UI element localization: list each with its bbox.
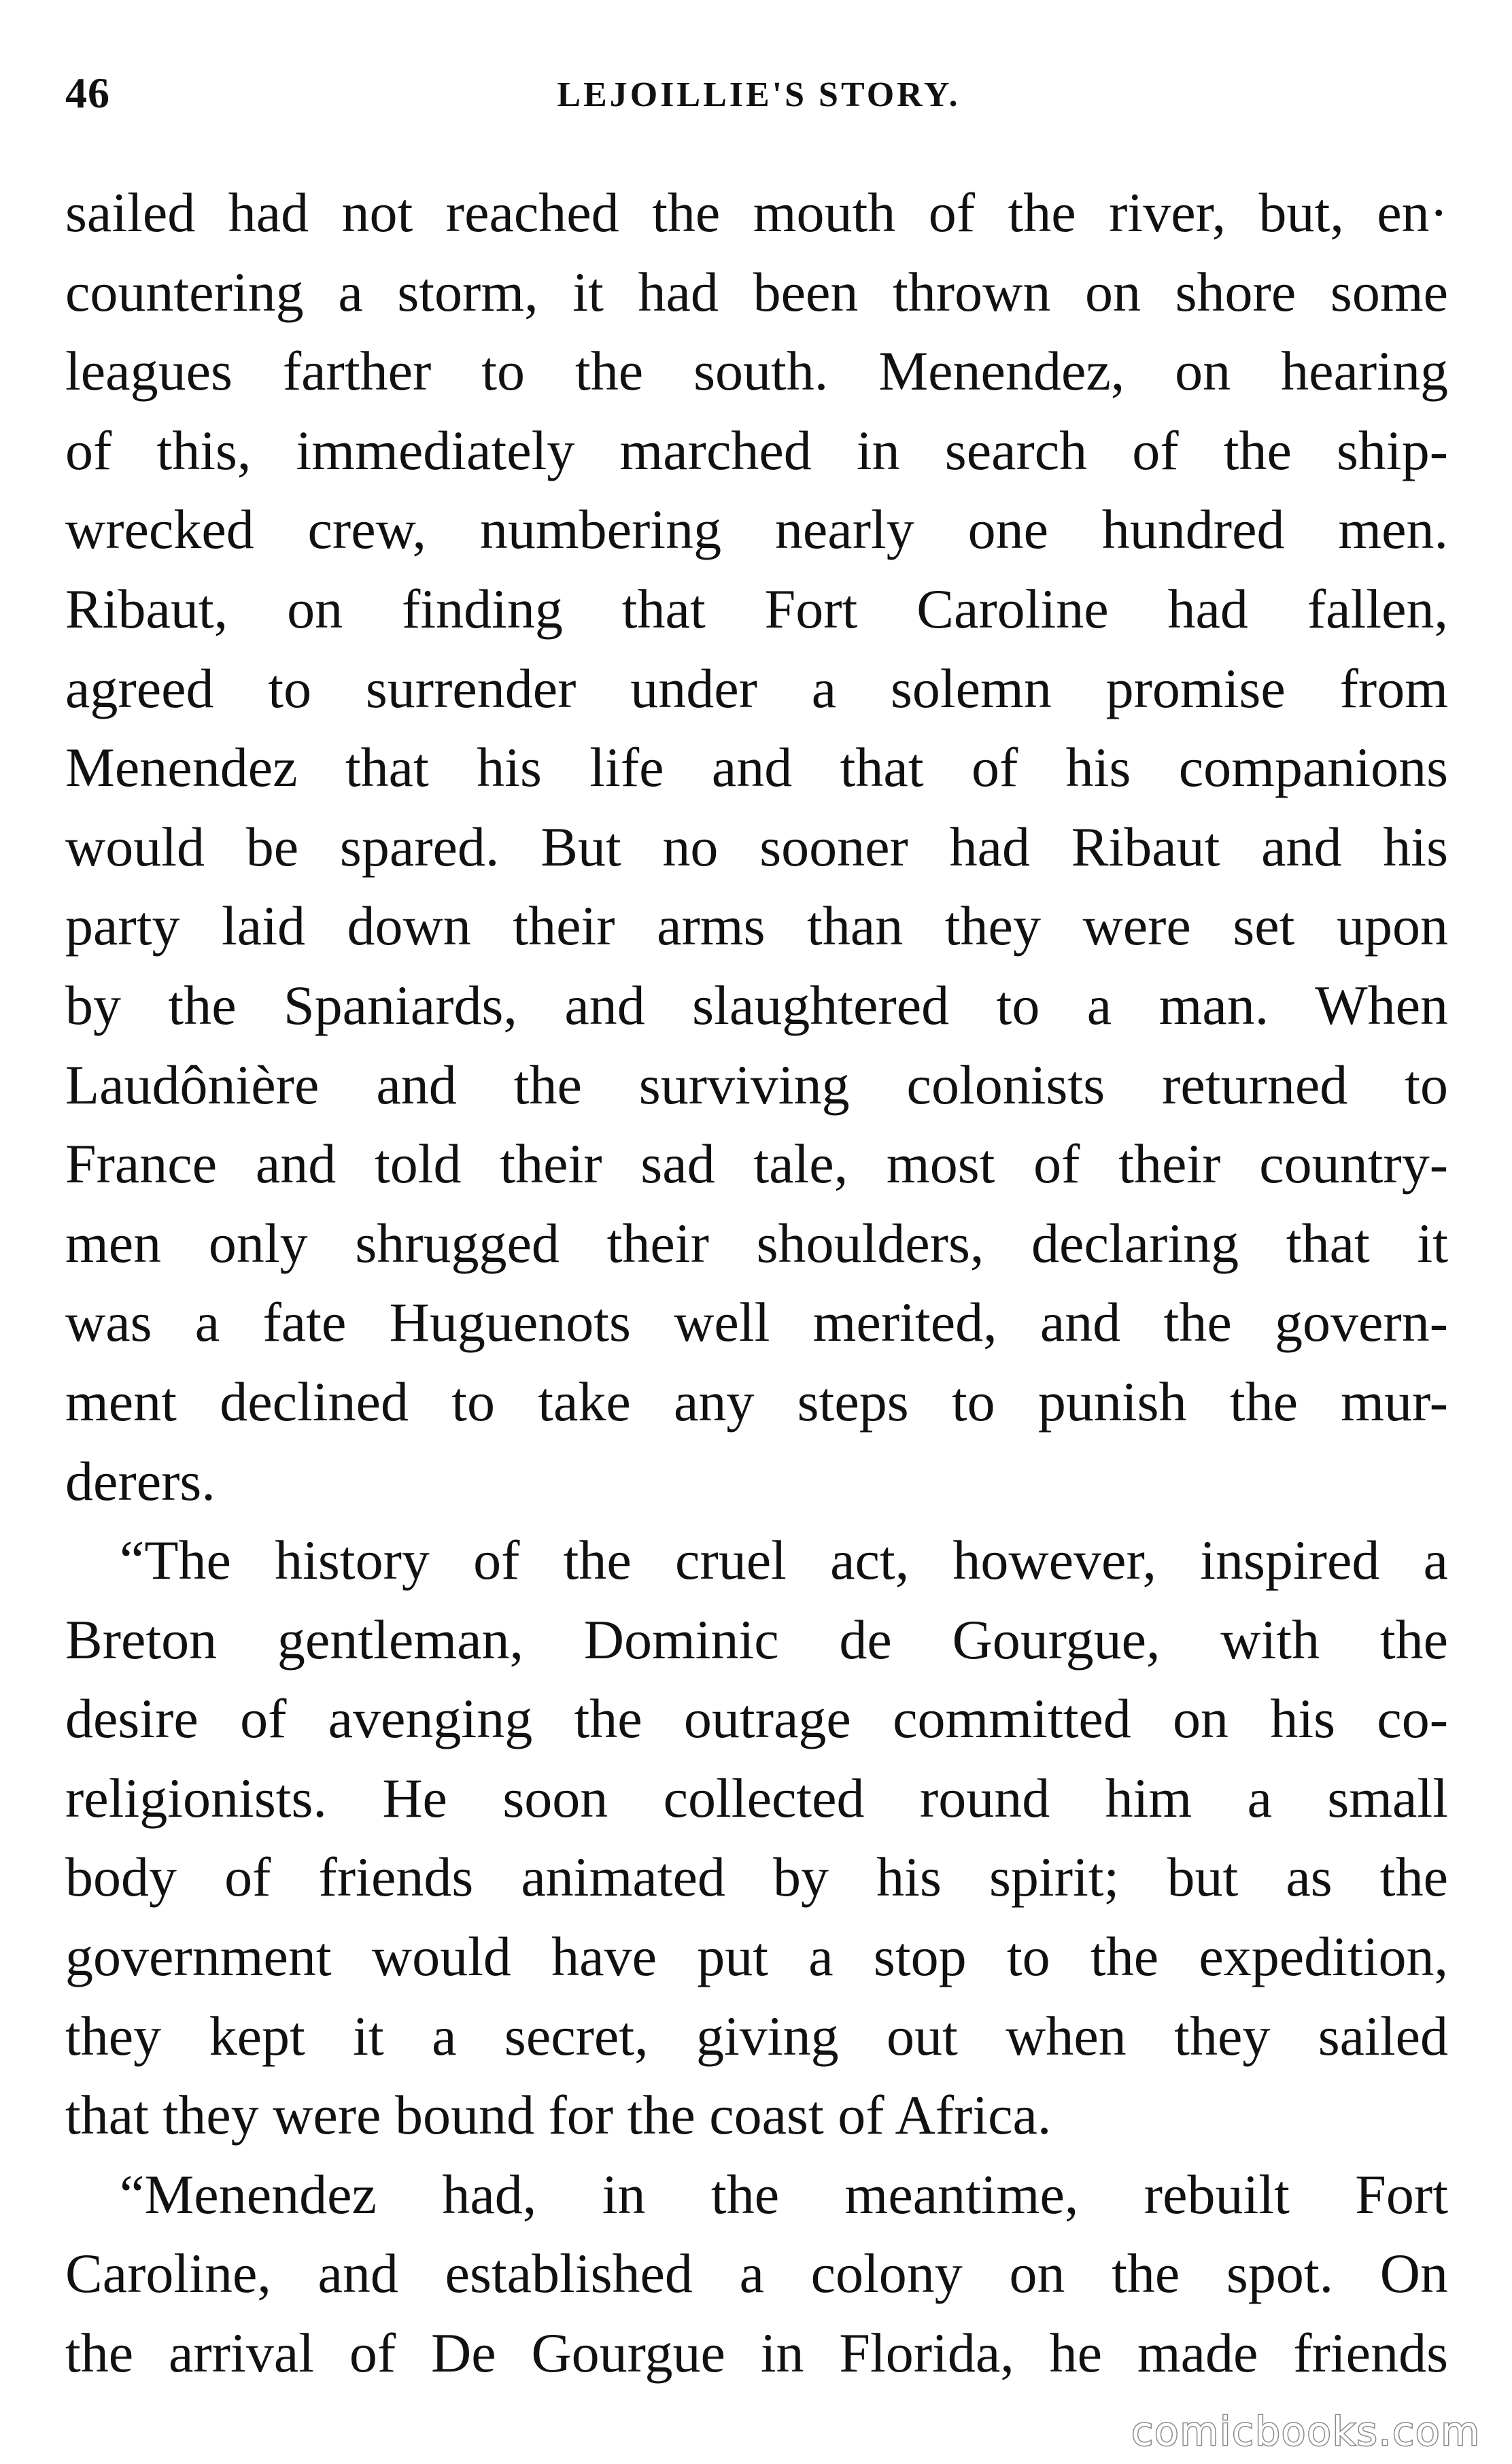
watermark-text: comicbooks.com (1131, 2408, 1481, 2454)
text-line: leagues farther to the south. Menendez, on hearing (65, 340, 1448, 403)
text-line: France and told their sad tale, most of their country- (65, 1133, 1448, 1195)
text-line: body of friends animated by his spirit; but as the (65, 1846, 1448, 1909)
paragraph (65, 2155, 1448, 2393)
text-line: Caroline, and established a colony on the spot. On (65, 2242, 1448, 2305)
text-line: they kept it a secret, giving out when they sailed (65, 2004, 1448, 2067)
page-header (65, 68, 1452, 129)
text-line: of this, immediately marched in search of the ship- (65, 419, 1448, 481)
text-line: Menendez that his life and that of his companions (65, 736, 1448, 799)
text-line: men only shrugged their shoulders, declaring that it (65, 1212, 1448, 1274)
text-line: derers. (65, 1450, 216, 1512)
text-line: that they were bound for the coast of Africa. (65, 2084, 1052, 2146)
text-line: “The history of the cruel act, however, inspired a (120, 1529, 1448, 1592)
text-line: wrecked crew, numbering nearly one hundred men. (65, 498, 1448, 561)
text-line: by the Spaniards, and slaughtered to a man. When (65, 974, 1448, 1036)
text-line: ment declined to take any steps to punish the mur- (65, 1370, 1448, 1433)
text-line: Laudônière and the surviving colonists returned to (65, 1053, 1448, 1116)
paragraph (65, 1521, 1448, 2155)
text-line: “Menendez had, in the meantime, rebuilt Fort (120, 2163, 1448, 2225)
text-line: Ribaut, on finding that Fort Caroline had fallen, (65, 577, 1448, 640)
text-line: government would have put a stop to the expedition, (65, 1926, 1448, 1988)
body-text (65, 173, 1448, 2393)
text-line: religionists. He soon collected round him a small (65, 1766, 1448, 1829)
page-number: 46 (65, 69, 110, 117)
text-line: would be spared. But no sooner had Ribaut and his (65, 815, 1448, 878)
text-line: party laid down their arms than they were set upon (65, 895, 1448, 957)
text-line: desire of avenging the outrage committed on his co- (65, 1688, 1448, 1750)
text-line: the arrival of De Gourgue in Florida, he made friends (65, 2322, 1448, 2384)
text-line: sailed had not reached the mouth of the river, but, en· (65, 182, 1448, 243)
paragraph (65, 173, 1448, 1521)
text-line: Breton gentleman, Dominic de Gourgue, with the (65, 1608, 1448, 1671)
text-line: countering a storm, it had been thrown on shore some (65, 260, 1448, 323)
running-head: LEJOILLIE'S STORY. (557, 75, 961, 114)
text-line: was a fate Huguenots well merited, and the govern- (65, 1291, 1448, 1354)
text-line: agreed to surrender under a solemn promise from (65, 657, 1448, 719)
